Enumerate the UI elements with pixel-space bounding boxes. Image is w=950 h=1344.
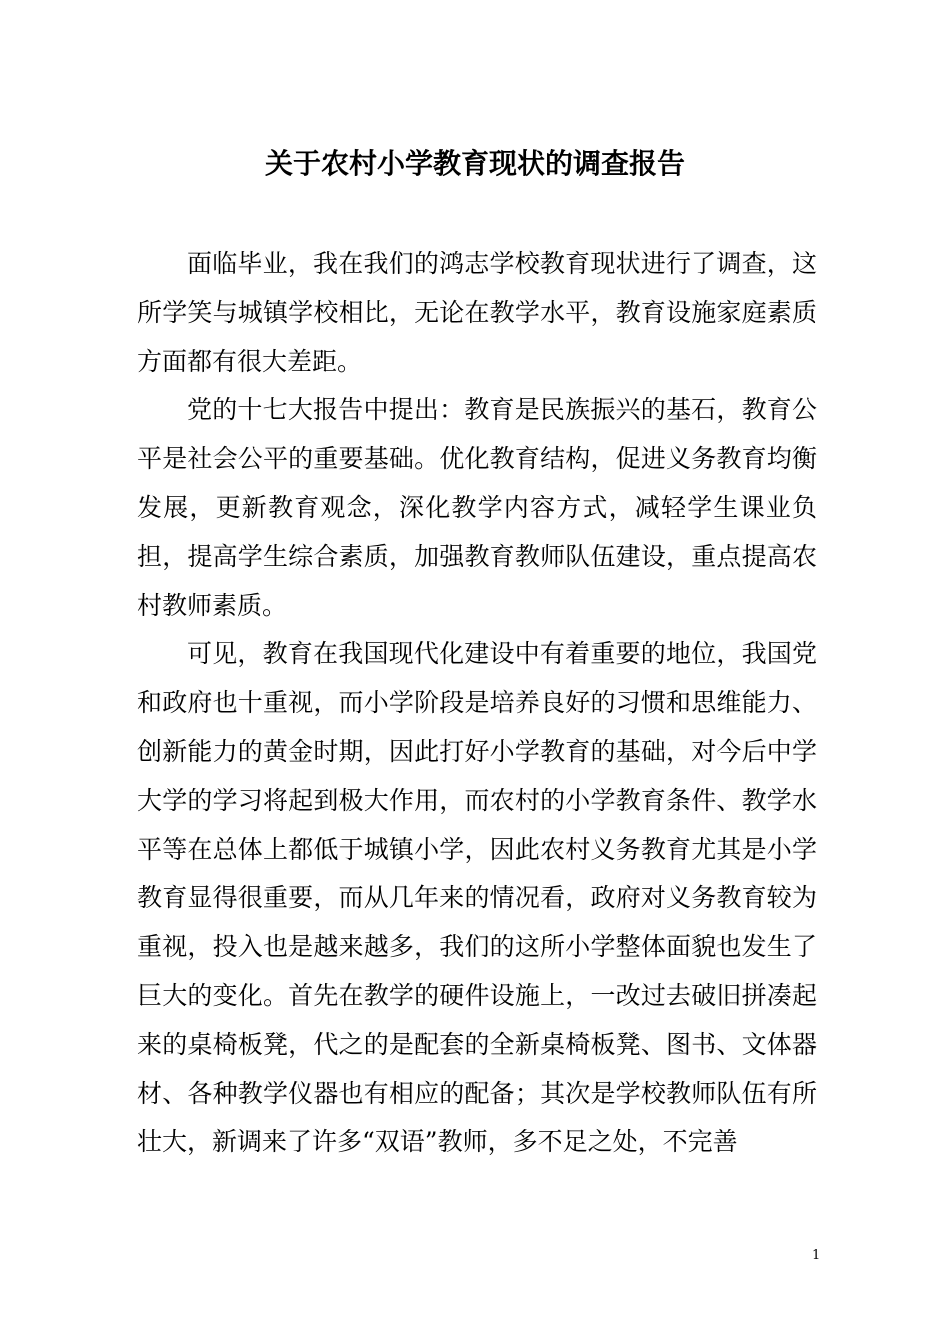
paragraph-2: 党的十七大报告中提出：教育是民族振兴的基石，教育公平是社会公平的重要基础。优化教育结构，促进义务教育均衡发展，更新教育观念，深化教学内容方式，减轻学生课业负担，提高学生综合素质，加强教育教师队伍建设，重点提高农村教师素质。	[137, 395, 817, 620]
document-body	[137, 240, 817, 1167]
paragraph-3: 可见，教育在我国现代化建设中有着重要的地位，我国党和政府也十重视，而小学阶段是培养良好的习惯和思维能力、创新能力的黄金时期，因此打好小学教育的基础，对今后中学大学的学习将起到极大作用，而农村的小学教育条件、教学水平等在总体上都低于城镇小学，因此农村义务教育尤其是小学教育显得很重要，而从几年来的情况看，政府对义务教育较为重视，投入也是越来越多，我们的这所小学整体面貌也发生了巨大的变化。首先在教学的硬件设施上，一改过去破旧拼凑起来的桌椅板凳，代之的是配套的全新桌椅板凳、图书、文体器材、各种教学仪器也有相应的配备；其次是学校教师队伍有所壮大，新调来了许多“双语”教师，多不足之处，不完善	[137, 639, 817, 1157]
document-title: 关于农村小学教育现状的调查报告	[264, 147, 685, 180]
paragraph-1: 面临毕业，我在我们的鸿志学校教育现状进行了调查，这所学笑与城镇学校相比，无论在教学水平，教育设施家庭素质方面都有很大差距。	[137, 249, 817, 376]
page-number: 1	[812, 1248, 821, 1263]
